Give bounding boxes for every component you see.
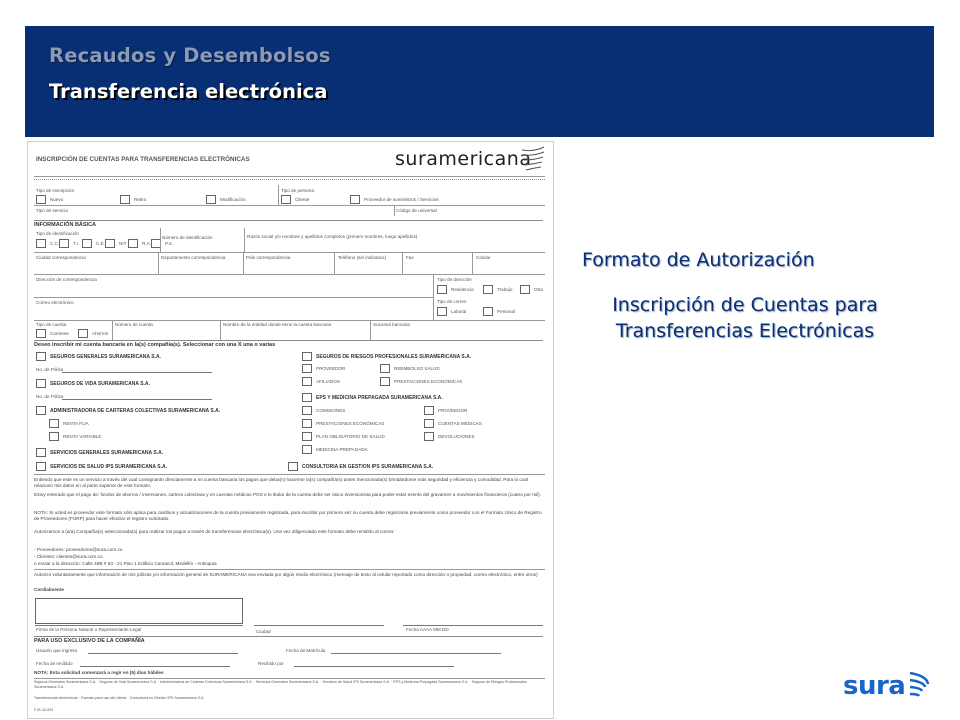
divider <box>34 176 545 177</box>
label-ciudad: Ciudad correspondencia <box>36 255 86 260</box>
option-eps-prestaciones[interactable]: PRESTACIONES ECONÓMICAS <box>302 419 384 428</box>
option-carteras-colectivas[interactable]: ADMINISTRADORA DE CARTERAS COLECTIVAS SURAMERICANA S.A. <box>36 406 220 415</box>
label-celular: Celular <box>476 255 491 260</box>
input-fecha-matricula[interactable] <box>331 653 501 654</box>
email-clientes: - Clientes: clientes@sura.com.co <box>34 554 103 559</box>
label-codigo-universal: Código de universal <box>396 208 437 213</box>
divider <box>34 274 545 275</box>
label-departamento: Departamento correspondencia <box>161 255 226 260</box>
signature-box[interactable] <box>35 598 243 624</box>
option-trabajo[interactable]: Trabajo <box>483 285 512 294</box>
option-servicios-generales[interactable]: SERVICIOS GENERALES SURAMERICANA S.A. <box>36 448 163 457</box>
label-poliza-1: No. de Póliza <box>36 367 64 372</box>
form-code: F-IE-42-003 <box>34 708 54 712</box>
label-nota-final: NOTA: Esta solicitud comenzará a regir en (5) días hábiles <box>34 670 164 675</box>
divider <box>34 320 545 321</box>
paragraph-autorizo: Autorizo voluntariamente que información de mis pólizas y/o información general de SURAMERICANA sea enviada por algún medio electrónico (mensaje de texto al celular reportado como dirección o propiedad, correo electrónico, entre otros) <box>34 572 538 577</box>
section-subtitle <box>560 292 930 344</box>
label-tipo-cuenta: Tipo de cuenta <box>36 322 67 327</box>
option-arp-proveedor[interactable]: PROVEEDOR <box>302 364 345 373</box>
input-usuario[interactable] <box>88 653 238 654</box>
divider <box>34 569 545 570</box>
input-poliza-2[interactable] <box>62 399 212 400</box>
divider <box>34 297 434 298</box>
label-pais: País correspondencia <box>246 255 291 260</box>
input-fecha-recibido[interactable] <box>80 666 230 667</box>
option-eps-devoluciones[interactable]: DEVOLUCIONES <box>424 432 475 441</box>
option-eps-cuentas-medicas[interactable]: CUENTAS MÉDICAS <box>424 419 482 428</box>
label-numero-identificacion: Número de identificación <box>162 235 213 240</box>
label-cordialmente: Cordialmente <box>34 587 64 592</box>
option-arp-reembolso[interactable]: REEMBOLSO SALUD <box>380 364 440 373</box>
option-otra[interactable]: Otra <box>520 285 543 294</box>
paragraph-autorizamos: Autorizamos a (a/a) Compañía(s) seleccionada(s) para realizar los pagos a través de transferencias electrónica(s). Una vez diligenciado este formato debe remitirlo al correo: <box>34 529 395 534</box>
option-eps-proveedor[interactable]: PROVEEDOR <box>424 406 467 415</box>
option-eps-medicina-prepagada[interactable]: MEDICINA PREPAGADA <box>302 445 368 454</box>
divider <box>34 179 545 180</box>
divider <box>112 320 113 340</box>
option-eps-comisiones[interactable]: COMISIONES <box>302 406 345 415</box>
label-fecha-recibido: Fecha de recibido <box>36 661 73 666</box>
option-id-ti[interactable]: T.I. <box>59 239 79 248</box>
paragraph-nota: NOTA: Si usted es proveedor este formato sólo aplica para cambios y actualizaciones de la cuenta previamente registrada, para inscribir por primera vez su cuenta debe registrarse previamente como proveedor con el Formato Único de Registro de Proveedores (FURP) para hacer efectivo el registro solicitado. <box>34 510 542 522</box>
label-tipo-correo: Tipo de correo <box>437 299 467 304</box>
divider <box>394 205 395 216</box>
label-numero-cuenta: Número de cuenta <box>115 322 153 327</box>
option-id-ps[interactable]: P.S. <box>151 239 173 248</box>
option-arp-prestaciones[interactable]: PRESTACIONES ECONÓMICAS <box>380 377 462 386</box>
label-fecha: Fecha AAAA MM DD <box>406 627 449 632</box>
brand-lines-icon <box>520 146 546 176</box>
option-renta-variable[interactable]: RENTA VARIABLE <box>49 432 101 441</box>
fineprint-companies: Seguros Generales Suramericana S.A. · Seguros de Vida Suramericana S.A. · Administradora de Carteras Colectivas Suramericana S.A. · Servicios Generales Suramericana S.A. · Servicios de Salud IPS Suramericana S.A. · EPS y Medicina Prepagada Suramericana S.A. · Seguros de Riesgos Profesionales Suramericana S.A. <box>34 680 527 689</box>
divider <box>220 320 221 340</box>
option-eps-pos[interactable]: PLAN OBLIGATORIO DE SALUD <box>302 432 385 441</box>
divider <box>34 678 545 679</box>
label-recibido-por: Recibido por <box>258 661 284 666</box>
divider <box>403 625 543 626</box>
option-modificacion[interactable]: Modificación <box>206 195 246 204</box>
divider <box>34 474 545 475</box>
option-renta-fija[interactable]: RENTA FIJA <box>49 419 89 428</box>
option-residencia[interactable]: Residencia <box>437 285 474 294</box>
option-proveedor[interactable]: Proveedor de suministros / Servicios <box>350 195 439 204</box>
label-fax: Fax <box>406 255 414 260</box>
label-fecha-matricula: Fecha de Matrícula <box>286 648 326 653</box>
label-tipo-direccion: Tipo de dirección <box>437 277 472 282</box>
subtitle-line-1: Inscripción de Cuentas para <box>612 294 878 316</box>
label-poliza-2: No. de Póliza <box>36 394 64 399</box>
header-banner <box>25 26 934 137</box>
input-recibido-por[interactable] <box>294 666 454 667</box>
option-consultoria[interactable]: CONSULTORIA EN GESTION IPS SURAMERICANA S.A. <box>288 462 433 471</box>
option-cliente[interactable]: Cliente <box>281 195 309 204</box>
option-seguros-vida[interactable]: SEGUROS DE VIDA SURAMERICANA S.A. <box>36 379 150 388</box>
label-firma: Firma de la Persona Natural o Representante Legal <box>36 627 142 632</box>
divider <box>34 205 545 206</box>
option-personal[interactable]: Personal <box>483 307 515 316</box>
label-direccion: Dirección de correspondencia <box>36 277 97 282</box>
label-ciudad-firma: Ciudad <box>256 629 271 634</box>
label-razon-social: Razón social y/o nombres y apellidos completos (primero nombres, luego apellidos) <box>247 234 418 239</box>
sura-logo <box>843 670 931 702</box>
divider <box>370 320 371 340</box>
header-subtitle: Transferencia electrónica <box>49 80 328 103</box>
paragraph-entiendo: Entiendo que este es un servicio a través del cual consignarán directamente a mi cuenta bancaria los pagos que deba(n) hacerme la(s) compañía(s) antes mencionada(s) brindándome más seguridad y eficiencia y comodidad. Para lo cual relaciono mis datos en al parte superior de este formato. <box>34 477 529 489</box>
form-document-image <box>27 141 554 719</box>
label-telefono: Teléfono (sin indicativo) <box>338 255 387 260</box>
paragraph-direccion-envio: o enviar a la dirección: Calle 49B # 63 - 21 Piso 1 Edificio Camacol, Medellín - Antioquia <box>34 561 217 566</box>
option-laboral[interactable]: Laboral <box>437 307 466 316</box>
fineprint-footer: Transferencias electrónicas · Formato para uso del cliente · Consultoría en Gestión IPS Suramericana S.A. <box>34 696 205 700</box>
divider <box>278 185 279 205</box>
label-usuario: Usuario que ingresa <box>36 648 78 653</box>
option-seguros-generales[interactable]: SEGUROS GENERALES SURAMERICANA S.A. <box>36 352 161 361</box>
label-tipo-inscripcion: Tipo de inscripción <box>36 188 75 193</box>
option-id-nit[interactable]: NIT <box>105 239 126 248</box>
subtitle-line-2: Transferencias Electrónicas <box>615 320 875 342</box>
option-riesgos-profesionales[interactable]: SEGUROS DE RIESGOS PROFESIONALES SURAMERICANA S.A. <box>302 352 471 361</box>
option-nuevo[interactable]: Nuevo <box>36 195 63 204</box>
option-id-cc[interactable]: C.C. <box>36 239 59 248</box>
section-uso-exclusivo: PARA USO EXCLUSIVO DE LA COMPAÑÍA <box>34 636 543 644</box>
option-id-ra[interactable]: R.A. <box>128 239 151 248</box>
section-info-basica: INFORMACIÓN BÁSICA <box>34 220 543 228</box>
label-correo: Correo electrónico <box>36 300 74 305</box>
label-entidad: Nombre de la entidad donde tiene la cuenta bancaria <box>223 322 332 327</box>
logo-wordmark: sura <box>843 671 906 701</box>
option-servicios-salud[interactable]: SERVICIOS DE SALUD IPS SURAMERICANA S.A. <box>36 462 167 471</box>
logo-swoosh-icon <box>907 670 931 702</box>
section-title: Formato de Autorización <box>582 249 815 271</box>
header-title: Recaudos y Desembolsos <box>49 44 331 67</box>
label-tipo-identificacion: Tipo de identificación <box>36 231 79 236</box>
option-arp-afiliados[interactable]: AFILIADOS <box>302 377 340 386</box>
option-ahorros[interactable]: Ahorros <box>78 329 108 338</box>
brand-wordmark: suramericana <box>395 148 532 170</box>
form-title: INSCRIPCIÓN DE CUENTAS PARA TRANSFERENCIAS ELECTRÓNICAS <box>36 156 250 163</box>
label-sucursal: Sucursal bancaria <box>373 322 410 327</box>
label-tipo-persona: Tipo de persona <box>281 188 315 193</box>
option-retiro[interactable]: Retiro <box>120 195 146 204</box>
label-tipo-servicio: Tipo de servicio <box>36 208 68 213</box>
email-proveedores: - Proveedores: proveedores@sura.com.co <box>34 547 123 552</box>
paragraph-estoy-enterado: Estoy enterado que el pago de: fondos de ahorros / inversiones, cartera colectivas y en cuentas médicas POS e lo titular de la cuenta debe ser único inversionista para poder estar exento del gravamen a movimientos financieros (cuatro por mil). <box>34 492 542 497</box>
divider <box>35 625 243 626</box>
divider <box>254 625 384 626</box>
option-corriente[interactable]: Corriente <box>36 329 69 338</box>
input-poliza-1[interactable] <box>62 372 212 373</box>
option-id-ce[interactable]: C.E. <box>82 239 105 248</box>
option-eps[interactable]: EPS Y MEDICINA PREPAGADA SURAMERICANA S.A. <box>302 393 443 402</box>
section-deseo: Deseo inscribir mi cuenta bancaria en la(s) compañía(s). Seleccionar con una X una o varias <box>34 340 543 348</box>
